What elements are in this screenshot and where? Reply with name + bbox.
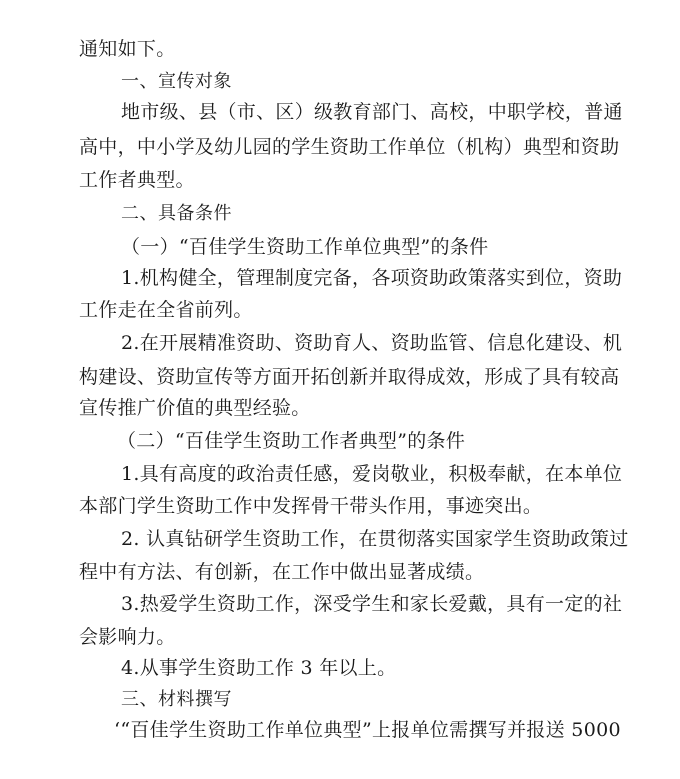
text-line: 4.从事学生资助工作 3 年以上。 [121,657,397,679]
subsection-heading-worker-conditions: （二）“百佳学生资助工作者典型”的条件 [117,430,466,452]
section-heading-material-writing: 三、材料撰写 [121,689,232,710]
text-line: 1.具有高度的政治责任感，爱岗敬业，积极奉献，在本单位 [121,463,623,485]
text-line: 会影响力。 [79,626,176,648]
text-line: 2. 认真钻研学生资助工作，在贯彻落实国家学生资助政策过 [121,528,629,550]
text-line: 2.在开展精准资助、资助育人、资助监管、信息化建设、机 [121,332,623,354]
section-heading-publicity-target: 一、宣传对象 [121,71,232,92]
text-line: ‘“百佳学生资助工作单位典型”上报单位需撰写并报送 5000 [114,719,621,741]
text-line: 宣传推广价值的典型经验。 [79,397,311,419]
text-line: 高中，中小学及幼儿园的学生资助工作单位（机构）典型和资助 [79,136,620,158]
text-line: 构建设、资助宣传等方面开拓创新并取得成效，形成了具有较高 [79,366,620,388]
text-line: 本部门学生资助工作中发挥骨干带头作用，事迹突出。 [79,495,543,517]
text-line-intro: 通知如下。 [79,38,176,60]
text-line: 程中有方法、有创新，在工作中做出显著成绩。 [79,561,485,583]
subsection-heading-unit-conditions: （一）“百佳学生资助工作单位典型”的条件 [121,236,489,258]
text-line: 工作走在全省前列。 [79,299,253,321]
text-line: 1.机构健全，管理制度完备，各项资助政策落实到位，资助 [121,267,623,289]
text-line: 地市级、县（市、区）级教育部门、高校，中职学校，普通 [121,101,623,123]
text-line: 工作者典型。 [79,169,195,191]
section-heading-conditions: 二、具备条件 [121,203,232,224]
text-line: 3.热爱学生资助工作，深受学生和家长爱戴，具有一定的社 [121,593,623,615]
